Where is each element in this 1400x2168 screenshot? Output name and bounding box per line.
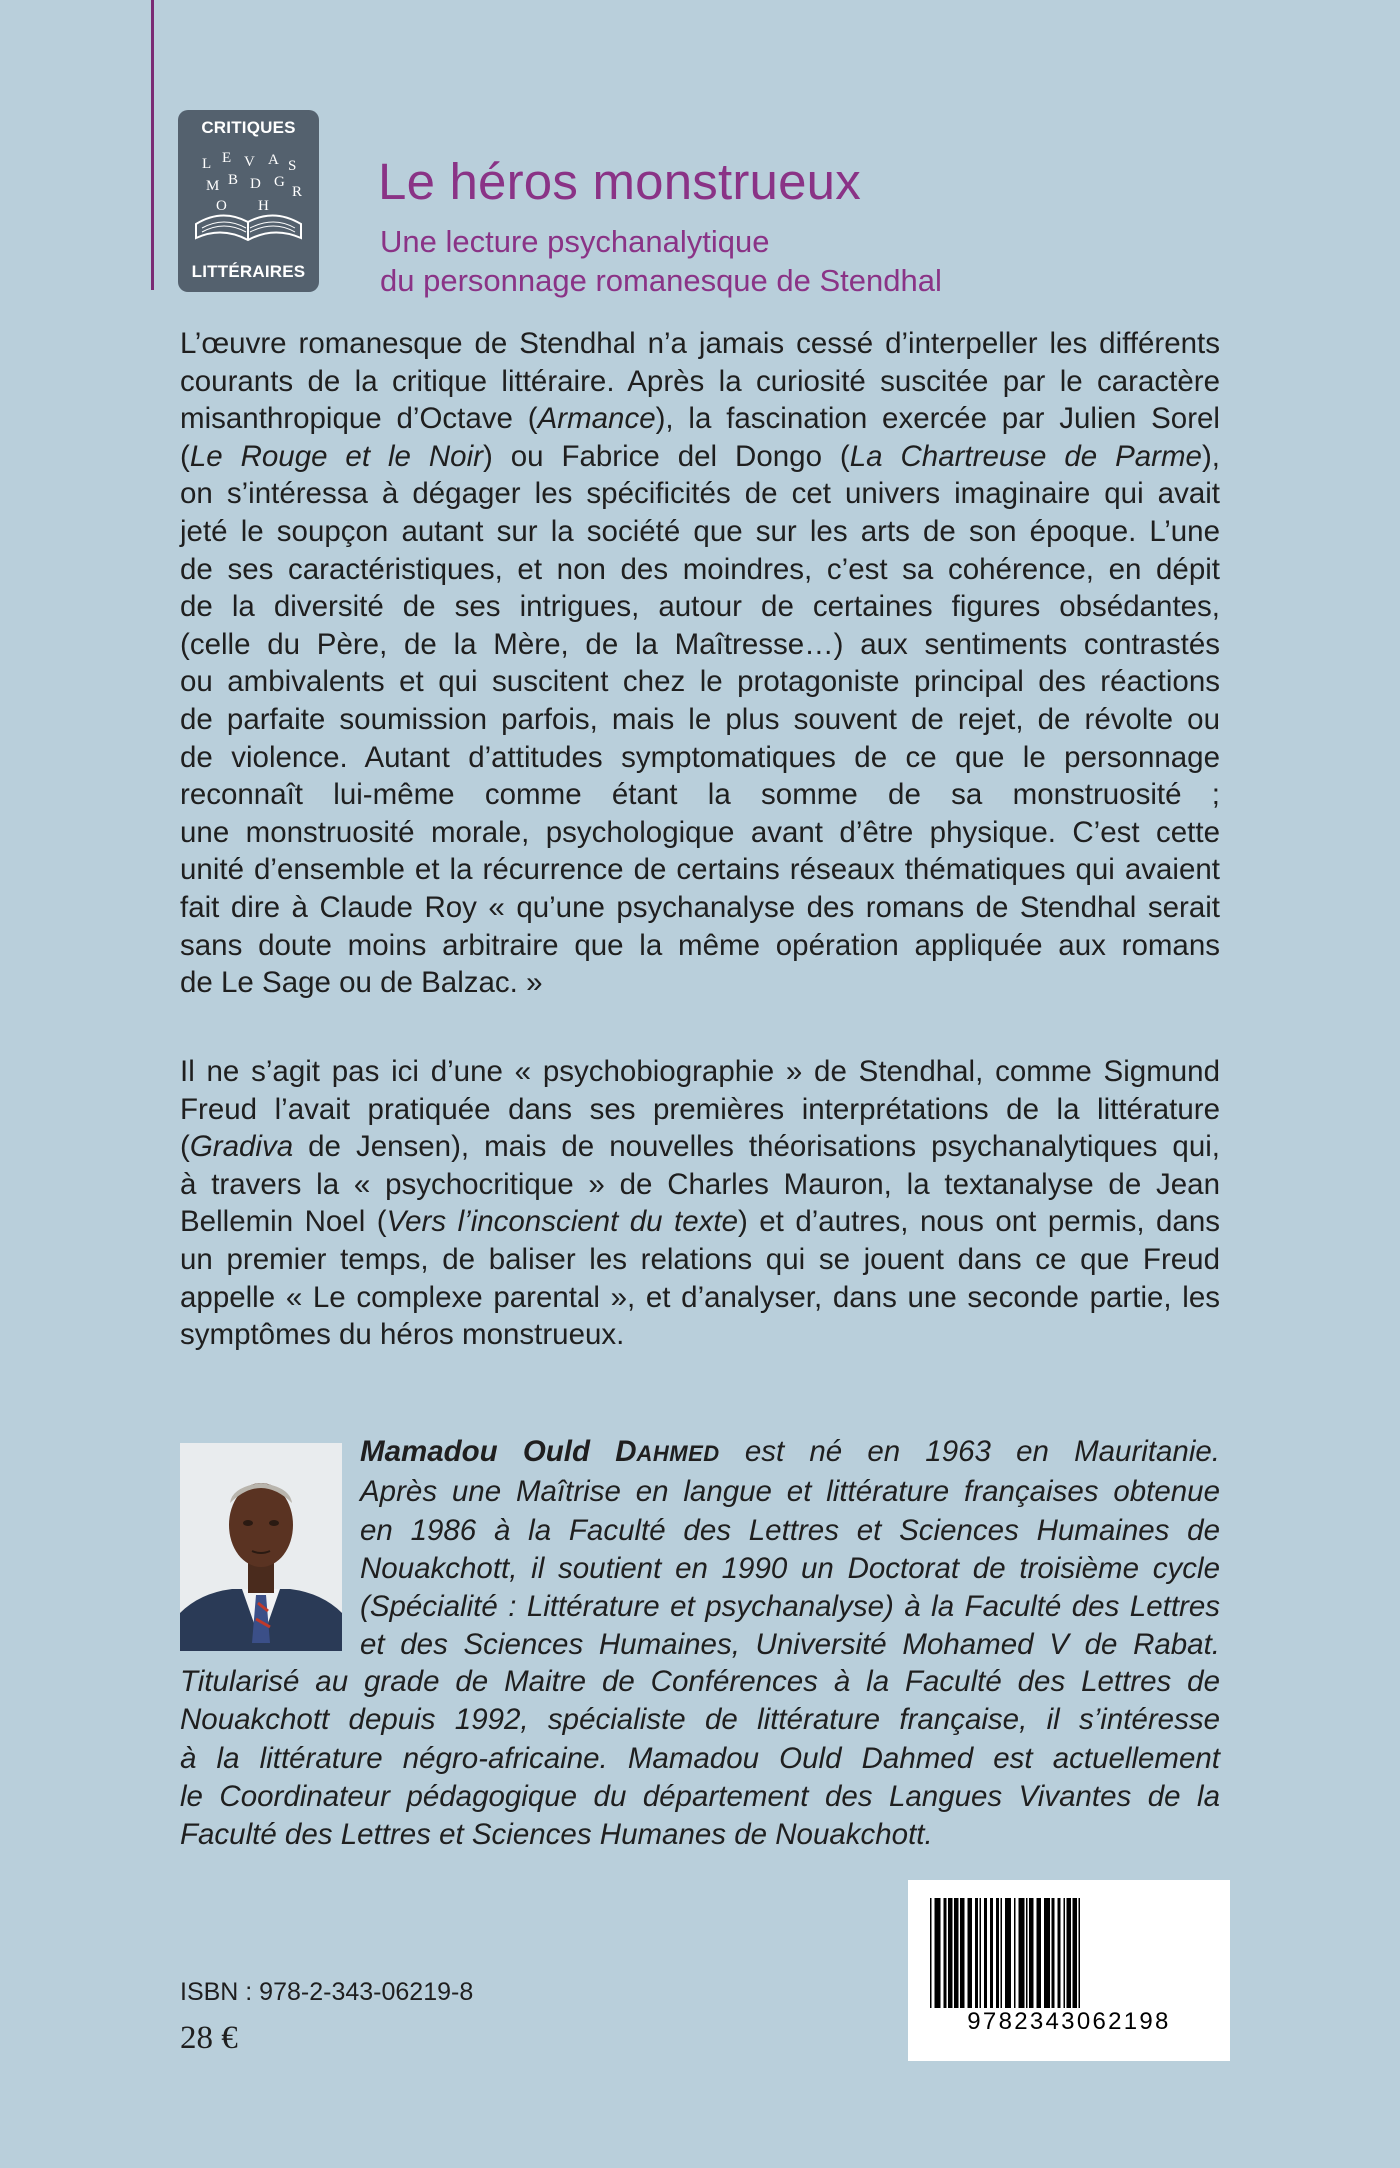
text-segment: ), la fascination exercée par Julien Sorel: [655, 402, 1220, 436]
text-line: de parfaite soumission parfois, mais le plus souvent de rejet, de révolte ou: [180, 702, 1220, 736]
logo-letter: R: [292, 184, 303, 200]
logo-letter: D: [250, 176, 261, 192]
text-line: à travers la « psychocritique » de Charles Mauron, la textanalyse de Jean: [180, 1167, 1220, 1201]
text-segment: misanthropique d’Octave (: [180, 402, 538, 436]
text-line: Il ne s’agit pas ici d’une « psychobiographie » de Stendhal, comme Sigmund: [180, 1055, 1220, 1088]
barcode-bar: [1029, 1898, 1034, 2008]
barcode-bar: [980, 1898, 982, 2008]
author-bio-full-width: [180, 1663, 1220, 1854]
text-line: sans doute moins arbitraire que la même opération appliquée aux romans: [180, 928, 1220, 962]
author-bio-line: Nouakchott, il soutient en 1990 un Doctorat de troisième cycle: [360, 1551, 1220, 1585]
text-line: de ses caractéristiques, et non des moindres, c’est sa cohérence, en dépit: [180, 552, 1220, 586]
author-bio-beside-photo: [360, 1433, 1220, 1665]
text-line: appelle « Le complexe parental », et d’analyser, dans une seconde partie, les: [180, 1280, 1220, 1314]
author-bio-line: Titularisé au grade de Maitre de Conférences à la Faculté des Lettres de: [180, 1665, 1220, 1698]
text-line: fait dire à Claude Roy « qu’une psychanalyse des romans de Stendhal serait: [180, 890, 1220, 924]
text-line: de la diversité de ses intrigues, autour de certaines figures obsédantes,: [180, 590, 1220, 624]
barcode-bar: [968, 1898, 973, 2008]
logo-letter: G: [274, 174, 285, 190]
summary-paragraph-1: [180, 325, 1220, 1002]
logo-letter: O: [216, 198, 227, 214]
logo-letter: B: [228, 172, 239, 188]
subtitle-line: du personnage romanesque de Stendhal: [380, 263, 942, 298]
italic-title: La Chartreuse de Parme: [849, 439, 1202, 473]
text-line: de violence. Autant d’attitudes symptomatiques de ce que le personnage: [180, 740, 1220, 774]
vertical-accent-line: [151, 0, 154, 290]
open-book-icon: [188, 142, 309, 254]
barcode: [908, 1880, 1230, 2061]
italic-title: Le Rouge et le Noir: [189, 439, 483, 473]
barcode-bar: [1005, 1898, 1011, 2008]
text-line: symptômes du héros monstrueux.: [180, 1318, 625, 1352]
text-line: reconnaît lui-même comme étant la somme de sa monstruosité ;: [180, 778, 1220, 812]
text-segment: (: [180, 1130, 190, 1164]
barcode-bar: [944, 1898, 947, 2008]
text-line: on s’intéressa à dégager les spécificités de cet univers imaginaire qui avait: [180, 477, 1220, 511]
barcode-bar: [1064, 1898, 1066, 2008]
logo-letter: E: [222, 150, 232, 166]
text-line: [180, 400, 1220, 438]
text-line: [180, 1128, 1220, 1166]
barcode-bar: [1037, 1898, 1042, 2008]
text-line: (celle du Père, de la Mère, de la Maîtresse…) aux sentiments contrastés: [180, 627, 1220, 661]
isbn: ISBN : 978-2-343-06219-8: [180, 1978, 474, 2006]
barcode-bar: [1001, 1898, 1003, 2008]
price: 28 €: [180, 2020, 238, 2056]
italic-title: Vers l’inconscient du texte: [386, 1205, 738, 1239]
series-logo-line1: CRITIQUES: [201, 118, 296, 137]
barcode-bar: [1073, 1898, 1078, 2008]
barcode-bar: [1014, 1898, 1016, 2008]
author-bio-line: Faculté des Lettres et Sciences Humanes de Nouakchott.: [180, 1818, 933, 1852]
barcode-bar: [1052, 1898, 1055, 2008]
barcode-bar: [930, 1898, 932, 2008]
barcode-bar: [960, 1898, 965, 2008]
author-bio-line: Mamadou Ould DAHMED est né en 1963 en Mauritanie.: [360, 1435, 1220, 1468]
summary-paragraph-2: [180, 1053, 1220, 1354]
logo-letter: H: [258, 198, 269, 214]
series-logo: [178, 110, 319, 292]
author-bio-line: Après une Maîtrise en langue et littérature françaises obtenue: [360, 1475, 1220, 1509]
text-line: jeté le soupçon autant sur la société que sur les arts de son époque. L’une: [180, 514, 1220, 548]
text-line: ou ambivalents et qui suscitent chez le protagoniste principal des réactions: [180, 665, 1220, 699]
subtitle-line: Une lecture psychanalytique: [380, 224, 770, 259]
text-line: Freud l’avait pratiquée dans ses premières interprétations de la littérature: [180, 1092, 1220, 1126]
barcode-number: 9782343062198: [967, 2008, 1171, 2035]
book-title: Le héros monstrueux: [378, 153, 861, 210]
book-subtitle: [380, 222, 942, 300]
text-segment: ) et d’autres, nous ont permis, dans: [737, 1205, 1220, 1239]
logo-letter: M: [206, 178, 220, 194]
author-photo: [180, 1443, 342, 1651]
author-bio-line: et des Sciences Humaines, Université Mohamed V de Rabat.: [360, 1628, 1220, 1662]
author-bio-line: Nouakchott depuis 1992, spécialiste de littérature française, il s’intéresse: [180, 1703, 1220, 1737]
text-segment: Bellemin Noel (: [180, 1205, 387, 1239]
barcode-bar: [975, 1898, 978, 2008]
barcode-bar: [1026, 1898, 1028, 2008]
italic-title: Armance: [537, 402, 656, 436]
text-line: [180, 438, 1220, 476]
text-segment: ),: [1201, 439, 1220, 473]
series-logo-line2: LITTÉRAIRES: [191, 262, 306, 281]
author-bio-line: (Spécialité : Littérature et psychanalyse) à la Faculté des Lettres: [360, 1590, 1220, 1624]
text-line: [180, 1203, 1220, 1241]
barcode-bar: [954, 1898, 959, 2008]
author-portrait-image: [180, 1443, 342, 1651]
text-line: unité d’ensemble et la récurrence de certains réseaux thématiques qui avaient: [180, 853, 1220, 887]
text-line: de Le Sage ou de Balzac. »: [180, 966, 543, 1000]
logo-letter: S: [288, 158, 297, 174]
logo-letter: A: [268, 152, 279, 168]
italic-title: Gradiva: [189, 1130, 294, 1164]
barcode-bar: [1079, 1898, 1081, 2008]
text-segment: de Jensen), mais de nouvelles théorisations psychanalytiques qui,: [293, 1130, 1220, 1164]
barcode-bar: [935, 1898, 941, 2008]
text-line: une monstruosité morale, psychologique avant d’être physique. C’est cette: [180, 815, 1220, 849]
text-line: un premier temps, de baliser les relations qui se jouent dans ce que Freud: [180, 1242, 1220, 1276]
barcode-bar: [948, 1898, 953, 2008]
barcode-bar: [990, 1898, 993, 2008]
text-segment: ) ou Fabrice del Dongo (: [482, 439, 850, 473]
author-name: Mamadou Ould DAHMED: [360, 1435, 720, 1468]
barcode-bar: [1019, 1898, 1025, 2008]
barcode-bar: [984, 1898, 987, 2008]
logo-letter: V: [244, 154, 255, 170]
author-bio-line: à la littérature négro-africaine. Mamadou Ould Dahmed est actuellement: [180, 1741, 1220, 1775]
logo-letter: L: [202, 156, 212, 172]
barcode-bar: [1044, 1898, 1050, 2008]
barcode-bar: [1058, 1898, 1061, 2008]
author-bio-line: le Coordinateur pédagogique du département des Langues Vivantes de la: [180, 1779, 1220, 1813]
barcode-bar: [1067, 1898, 1072, 2008]
text-segment: (: [180, 439, 190, 473]
text-line: courants de la critique littéraire. Après la curiosité suscitée par le caractère: [180, 364, 1220, 398]
barcode-bar: [996, 1898, 999, 2008]
author-bio-line: en 1986 à la Faculté des Lettres et Sciences Humaines de: [360, 1513, 1220, 1547]
text-line: L’œuvre romanesque de Stendhal n’a jamais cessé d’interpeller les différents: [180, 327, 1220, 360]
